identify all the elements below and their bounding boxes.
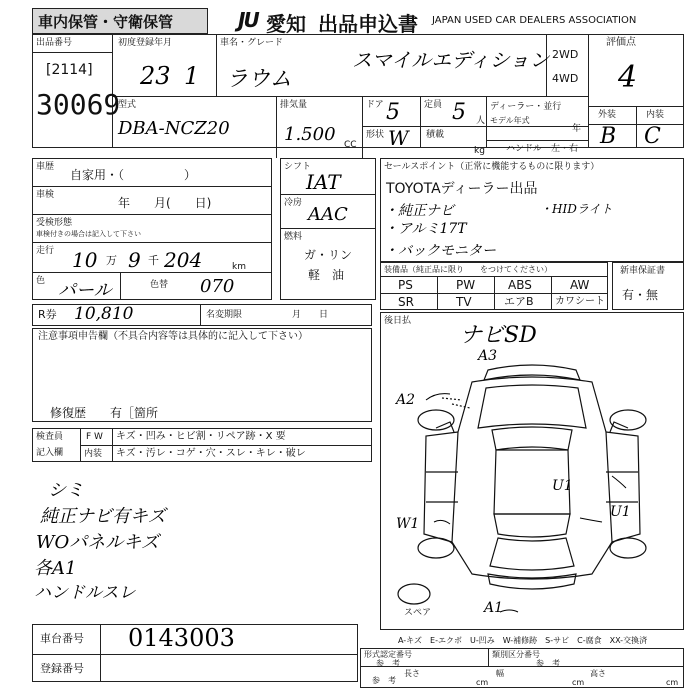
entry-label: 記入欄 <box>36 448 64 458</box>
note-2: 純正ナビ有キズ <box>40 506 166 527</box>
note-5: ハンドルスレ <box>34 583 136 603</box>
car-name-value: ラウム <box>226 67 292 92</box>
capacity-value: 5 <box>452 100 466 125</box>
note-4: 各A1 <box>34 558 77 579</box>
4wd-label: 4WD <box>552 72 579 85</box>
mileage-man-value: 10 <box>72 248 98 272</box>
car-damage-diagram <box>380 312 684 630</box>
width-cm: cm <box>572 678 585 687</box>
name-change-label: 名変期限 <box>206 310 243 320</box>
sales-point-2: ・HIDライト <box>540 202 613 216</box>
receipt-label: 受検形態 <box>36 218 73 228</box>
mileage-sen-value: 9 <box>128 248 141 272</box>
interior-row-label: 内装 <box>84 449 103 459</box>
color-label: 色 <box>36 276 46 286</box>
inspector-label: 検査員 <box>36 432 64 442</box>
lot-no-label: 出品番号 <box>36 38 73 48</box>
cc-label: CC <box>344 140 357 150</box>
name-change-format: 月 日 <box>292 310 329 320</box>
class-no-ref: 参 考 <box>536 659 560 668</box>
model-label: 型式 <box>118 100 137 110</box>
sales-point-3: ・アルミ17T <box>384 221 467 237</box>
length-cm: cm <box>476 678 489 687</box>
fw-label: F W <box>86 432 103 442</box>
equip-tv: TV <box>456 295 472 309</box>
form-cert-ref: 参 考 <box>376 659 400 668</box>
people-label: 人 <box>476 116 486 126</box>
rear-label: 後日払 <box>384 316 412 326</box>
height-label: 高さ <box>590 669 606 678</box>
interior-label: 内装 <box>646 110 665 120</box>
handle-label: ハンドル 左・右 <box>506 144 579 154</box>
interior-items: キズ・汚レ・コゲ・穴・スレ・キレ・破レ <box>116 448 306 459</box>
color-change-label: 色替 <box>150 280 169 290</box>
sales-point-4: ・バックモニター <box>384 243 496 259</box>
repair-history-label: 修復歴 有［箇所 <box>50 406 159 420</box>
equipment-label: 装備品（純正品に限り をつけてください） <box>384 265 552 274</box>
diagram-a2: A2 <box>396 392 416 408</box>
lot-number: 30069 <box>36 88 121 121</box>
exterior-label: 外装 <box>598 110 617 120</box>
receipt-note: 車検付きの場合は記入して下さい <box>36 230 141 238</box>
model-code-value: DBA-NCZ20 <box>118 118 230 139</box>
width-label: 幅 <box>496 669 504 678</box>
logo-text: 愛知 <box>266 12 306 36</box>
interior-value: C <box>644 124 661 149</box>
fuel-options: ガ・リン <box>304 248 353 262</box>
equip-pw: PW <box>456 278 476 292</box>
year-label: 年 <box>572 124 582 134</box>
inspection-format: 年 月( 日) <box>118 196 212 210</box>
color-code-value: 070 <box>200 276 235 297</box>
rating-label: 評価点 <box>606 37 636 48</box>
shape-value: W <box>388 126 409 150</box>
exterior-value: B <box>600 124 617 149</box>
color-value: パール <box>58 280 112 301</box>
equip-ps: PS <box>398 278 413 292</box>
warranty-options: 有・無 <box>622 288 659 302</box>
dealer-label: ディーラー・並行 <box>490 102 562 112</box>
km-label: km <box>232 262 246 272</box>
sen-label: 千 <box>148 254 159 267</box>
diagram-w1: W1 <box>396 516 420 532</box>
reg-no-label: 登録番号 <box>40 662 84 675</box>
diagram-a1: A1 <box>484 600 504 616</box>
length-label: 長さ <box>404 669 420 678</box>
notes-label: 注意事項申告欄（不具合内容等は具体的に記入して下さい） <box>38 331 308 342</box>
displacement-label: 排気量 <box>280 100 308 110</box>
damage-legend: A-キズ E-エクボ U-凹み W-補修跡 S-サビ C-腐食 XX-交換済 <box>398 636 648 645</box>
equip-airbag: エアB <box>504 295 534 308</box>
chassis-number: 0143003 <box>128 624 235 652</box>
recycle-label: R券 <box>38 308 57 321</box>
height-cm: cm <box>666 678 679 687</box>
mileage-label: 走行 <box>36 246 55 256</box>
shape-label: 形状 <box>366 130 385 140</box>
diagram-u1b: U1 <box>610 504 631 520</box>
shift-value: IAT <box>306 170 341 194</box>
form-title: 出品申込書 <box>318 12 418 36</box>
shift-label: シフト <box>284 162 312 172</box>
lot-bracket: [2114] <box>46 62 93 78</box>
equip-aw: AW <box>570 278 590 292</box>
recycle-value: 10,810 <box>74 304 134 324</box>
sales-dealer: TOYOTAディーラー出品 <box>386 181 538 197</box>
fw-items: キズ・凹み・ヒビ割・リペア跡・X 要 <box>116 431 286 442</box>
history-options: 自家用・（ ） <box>70 168 197 182</box>
rear-note-value: ナビSD <box>460 323 537 348</box>
doors-value: 5 <box>386 100 400 125</box>
rating-value: 4 <box>618 60 638 95</box>
capacity-label: 定員 <box>424 100 443 110</box>
fuel-label: 燃料 <box>284 232 303 242</box>
reg-month-value: 1 <box>184 62 200 90</box>
diagram-u1a: U1 <box>552 478 573 494</box>
class-no-label: 類別区分番号 <box>492 650 540 659</box>
note-3: WOパネルキズ <box>36 532 159 553</box>
equip-sr: SR <box>398 295 414 309</box>
name-grade-label: 車名・グレード <box>220 38 284 48</box>
grade-value: スマイルエディション <box>352 48 550 72</box>
history-label: 車歴 <box>36 162 55 172</box>
equip-abs: ABS <box>508 278 532 292</box>
note-1: シミ <box>48 480 84 501</box>
reg-year-value: 23 <box>140 62 171 90</box>
model-year-label: モデル年式 <box>490 116 530 125</box>
ju-logo-icon: JU <box>238 8 258 32</box>
aircon-label: 冷房 <box>284 198 303 208</box>
first-reg-label: 初度登録年月 <box>118 38 173 48</box>
mileage-rest-value: 204 <box>164 248 203 272</box>
doors-label: ドア <box>366 100 384 110</box>
storage-label: 車内保管・守衛保管 <box>38 13 174 31</box>
loading-label: 積載 <box>426 130 445 140</box>
warranty-label: 新車保証書 <box>620 266 666 276</box>
association-name: JAPAN USED CAR DEALERS ASSOCIATION <box>432 15 637 26</box>
2wd-label: 2WD <box>552 48 579 61</box>
form-cert-label: 形式認定番号 <box>364 650 412 659</box>
kg-label: kg <box>474 146 485 156</box>
spare-label: スペア <box>404 608 432 618</box>
aircon-value: AAC <box>308 204 348 225</box>
sales-point-label: セールスポイント（正常に機能するものに限ります） <box>384 162 600 172</box>
inspection-label: 車検 <box>36 190 55 200</box>
length-ref: 参 考 <box>372 676 396 685</box>
sales-point-1: ・純正ナビ <box>384 203 454 219</box>
diagram-a3: A3 <box>478 348 498 364</box>
displacement-value: 1.500 <box>284 124 336 145</box>
equip-seat: カワシート <box>555 296 605 307</box>
chassis-label: 車台番号 <box>40 632 84 645</box>
fuel-options-2: 軽 油 <box>308 268 345 282</box>
man-label: 万 <box>106 254 117 267</box>
